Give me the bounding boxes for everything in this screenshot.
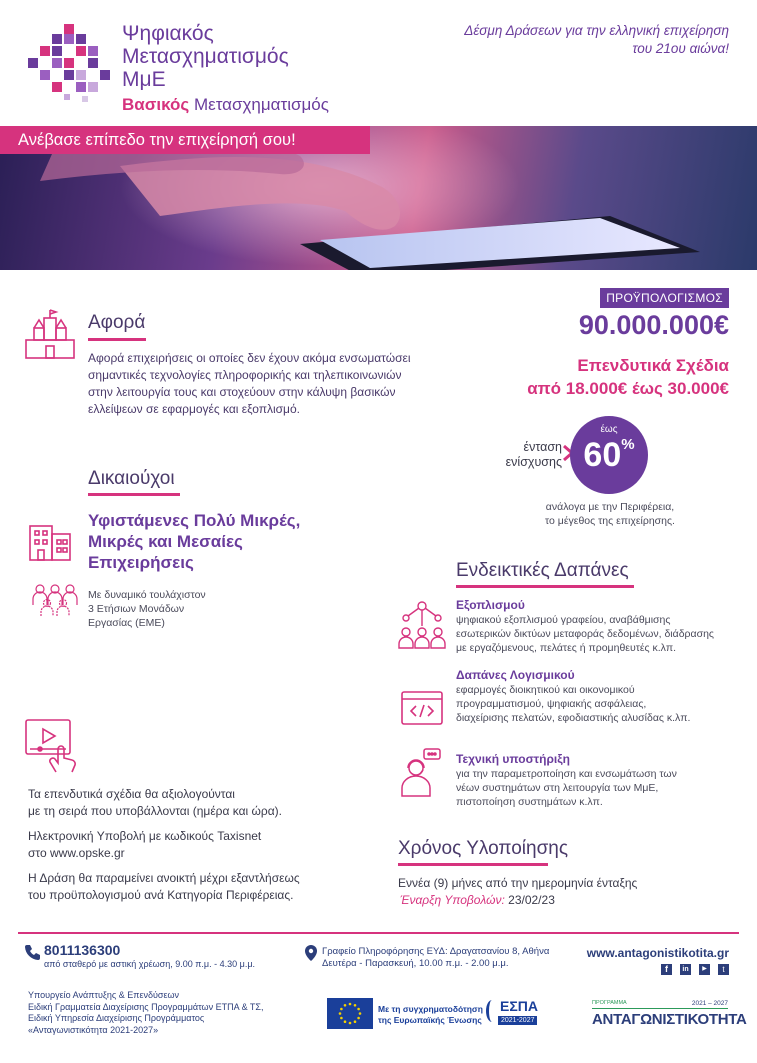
expense-line: με εργαζόμενους, πελάτες ή προμηθευτές κ.λπ. bbox=[456, 642, 677, 654]
ministry-line: Ειδική Γραμματεία Διαχείρισης Προγραμμάτων ΕΤΠΑ & ΤΣ, bbox=[28, 1001, 264, 1012]
ministry-line: «Ανταγωνιστικότητα 2021-2027» bbox=[28, 1024, 159, 1035]
budget-value: 90.000.000€ bbox=[578, 310, 729, 340]
programme-name: ΑΝΤΑΓΩΝΙΣΤΙΚΟΤΗΤΑ bbox=[592, 1011, 747, 1028]
tagline-line: του 21ου αιώνα! bbox=[632, 41, 729, 56]
concerns-text: Αφορά επιχειρήσεις οι οποίες δεν έχουν ακόμα ενσωματώσει σημαντικές τεχνολογίες πληροφορικής και τηλεπικοινωνιών στην λειτουργία τους και στοχεύουν στην κάλυψη βασικών ελλείψεων σε εφαρμογές και εξοπλισμό. bbox=[88, 351, 411, 416]
intensity-line: ενίσχυσης bbox=[505, 455, 562, 469]
programme-line bbox=[592, 1008, 728, 1009]
eu-line: Με τη συγχρηματοδότηση bbox=[378, 1004, 483, 1014]
evaluation-line: του προϋπολογισμού ανά Κατηγορία Περιφέρειας. bbox=[28, 888, 294, 902]
espa-label: ΕΣΠΑ bbox=[500, 998, 538, 1014]
program-title bbox=[122, 22, 329, 116]
social-icons bbox=[661, 964, 729, 975]
eu-cofunding bbox=[378, 1004, 483, 1026]
phone-icon bbox=[24, 944, 40, 962]
duration-heading: Χρόνος Υλοποίησης bbox=[398, 838, 569, 859]
expense-line: ψηφιακού εξοπλισμού γραφείου, αναβάθμισης bbox=[456, 614, 671, 626]
evaluation-block bbox=[28, 786, 388, 904]
expense-item bbox=[456, 668, 690, 725]
expense-title: Τεχνική υποστήριξη bbox=[456, 752, 570, 766]
intensity-line: ένταση bbox=[523, 440, 562, 454]
intensity-label bbox=[470, 440, 562, 470]
expenses-heading: Ενδεικτικές Δαπάνες bbox=[456, 560, 629, 581]
location-pin-icon bbox=[304, 944, 318, 962]
heading-underline bbox=[88, 338, 146, 341]
espa-swoosh-icon bbox=[486, 1000, 498, 1022]
espa-logo bbox=[486, 998, 546, 1030]
evaluation-line: Ηλεκτρονική Υποβολή με κωδικούς Taxisnet bbox=[28, 829, 262, 843]
heading-underline bbox=[88, 493, 180, 496]
beneficiaries-line: Μικρές και Μεσαίες bbox=[88, 532, 243, 551]
expense-line: πιστοποίηση συστημάτων κ.λπ. bbox=[456, 796, 603, 808]
expense-title: Εξοπλισμού bbox=[456, 598, 525, 612]
staff-line: Με δυναμικό τουλάχιστον bbox=[88, 589, 206, 601]
phone-note: από σταθερό με αστική χρέωση, 9.00 π.μ. - 4.30 μ.μ. bbox=[44, 959, 256, 969]
percent-number: 60 bbox=[583, 436, 622, 474]
note-line: το μέγεθος της επιχείρησης. bbox=[545, 515, 675, 527]
program-subtitle bbox=[122, 93, 329, 116]
intensity-circle bbox=[570, 416, 648, 494]
office-line: Δευτέρα - Παρασκευή, 10.00 π.μ. - 2.00 μ.μ. bbox=[322, 958, 509, 969]
plans-label: Επενδυτικά Σχέδια bbox=[577, 356, 729, 375]
evaluation-line: στο www.opske.gr bbox=[28, 846, 125, 860]
video-touch-icon bbox=[24, 718, 80, 774]
beneficiaries-line: Επιχειρήσεις bbox=[88, 553, 194, 572]
up-to-label: έως bbox=[600, 424, 618, 435]
tagline bbox=[429, 22, 729, 58]
expense-line: εσωτερικών δικτύων μεταφοράς δεδομένων, διάδρασης bbox=[456, 628, 714, 640]
expense-line: εφαρμογές διοικητικού και οικονομικού bbox=[456, 684, 635, 696]
eu-flag bbox=[327, 998, 373, 1029]
expense-item bbox=[456, 752, 677, 809]
expense-title: Δαπάνες Λογισμικού bbox=[456, 668, 575, 682]
heading-underline bbox=[456, 585, 634, 588]
submission-start bbox=[400, 893, 555, 907]
programme-logo bbox=[586, 1000, 747, 1030]
ministry-info bbox=[28, 990, 264, 1036]
ministry-line: Υπουργείο Ανάπτυξης & Επενδύσεων bbox=[28, 990, 180, 1000]
website-link[interactable]: www.antagonistikotita.gr bbox=[586, 946, 729, 960]
staff-line: 3 Ετήσιων Μονάδων bbox=[88, 603, 185, 615]
evaluation-line: με τη σειρά που υποβάλλονται (ημέρα και ώρα). bbox=[28, 804, 283, 818]
beneficiaries-main bbox=[88, 510, 300, 573]
twitter-icon[interactable]: t bbox=[718, 964, 729, 975]
linkedin-icon[interactable]: in bbox=[680, 964, 691, 975]
staff-requirement bbox=[88, 588, 206, 630]
intensity-value bbox=[570, 436, 648, 475]
phone-number[interactable]: 8011136300 bbox=[44, 942, 121, 958]
facebook-icon[interactable]: f bbox=[661, 964, 672, 975]
beneficiaries-heading: Δικαιούχοι bbox=[88, 468, 175, 489]
espa-years: 2021-2027 bbox=[498, 1016, 537, 1025]
programme-years: 2021 – 2027 bbox=[691, 1000, 728, 1007]
beneficiaries-line: Υφιστάμενες Πολύ Μικρές, bbox=[88, 511, 301, 530]
eu-line: της Ευρωπαϊκής Ένωσης bbox=[378, 1015, 482, 1025]
programme-small-label: ΠΡΟΓΡΑΜΜΑ bbox=[592, 1000, 627, 1006]
pixel-logo bbox=[24, 24, 114, 110]
title-line: Ψηφιακός bbox=[122, 22, 214, 45]
building-icon bbox=[26, 516, 74, 564]
intensity-note bbox=[510, 500, 710, 528]
network-people-icon bbox=[396, 600, 448, 652]
heading-underline bbox=[398, 863, 548, 866]
footer-divider bbox=[18, 932, 739, 934]
subtitle-bold: Βασικός bbox=[122, 95, 190, 114]
expense-item bbox=[456, 598, 714, 655]
title-line: Μετασχηματισμός bbox=[122, 45, 289, 68]
note-line: ανάλογα με την Περιφέρεια, bbox=[545, 501, 675, 513]
evaluation-line: Τα επενδυτικά σχέδια θα αξιολογούνται bbox=[28, 787, 235, 801]
percent-sign: % bbox=[621, 436, 635, 453]
plans-range: από 18.000€ έως 30.000€ bbox=[527, 379, 729, 398]
staff-line: Εργασίας (ΕΜΕ) bbox=[88, 617, 165, 629]
tagline-line: Δέσμη Δράσεων για την ελληνική επιχείρηση bbox=[464, 23, 729, 38]
office-info bbox=[322, 946, 549, 970]
ministry-line: Ειδική Υπηρεσία Διαχείρισης Προγράμματος bbox=[28, 1013, 205, 1023]
castle-icon bbox=[22, 306, 78, 362]
duration-text: Εννέα (9) μήνες από την ημερομηνία ένταξης bbox=[398, 876, 638, 890]
hero-banner bbox=[0, 126, 370, 154]
expense-line: διαχείρισης πελατών, εφοδιαστικής αλυσίδας κ.λπ. bbox=[456, 712, 691, 724]
youtube-icon[interactable]: ▶ bbox=[699, 964, 710, 975]
start-date: 23/02/23 bbox=[508, 893, 555, 907]
expense-line: για την παραμετροποίηση και ενσωμάτωση των bbox=[456, 768, 677, 780]
budget-label: ΠΡΟΫΠΟΛΟΓΙΣΜΟΣ bbox=[600, 288, 729, 308]
subtitle-rest: Μετασχηματισμός bbox=[189, 95, 329, 114]
support-agent-icon bbox=[398, 748, 446, 798]
title-line: ΜμΕ bbox=[122, 68, 166, 91]
expense-line: προγραμματισμού, ψηφιακής ασφάλειας, bbox=[456, 698, 647, 710]
start-label: Έναρξη Υποβολών: bbox=[400, 893, 505, 907]
hero-banner-text: Ανέβασε επίπεδο την επιχείρησή σου! bbox=[18, 131, 296, 149]
evaluation-line: Η Δράση θα παραμείνει ανοικτή μέχρι εξαντλήσεως bbox=[28, 871, 300, 885]
office-line: Γραφείο Πληροφόρησης ΕΥΔ: Δραγατσανίου 8, Αθήνα bbox=[322, 946, 550, 957]
concerns-heading: Αφορά bbox=[88, 312, 146, 333]
people-group-icon bbox=[30, 583, 80, 617]
expense-line: νέων συστημάτων στη λειτουργία των ΜμΕ, bbox=[456, 782, 659, 794]
code-window-icon bbox=[400, 690, 444, 726]
